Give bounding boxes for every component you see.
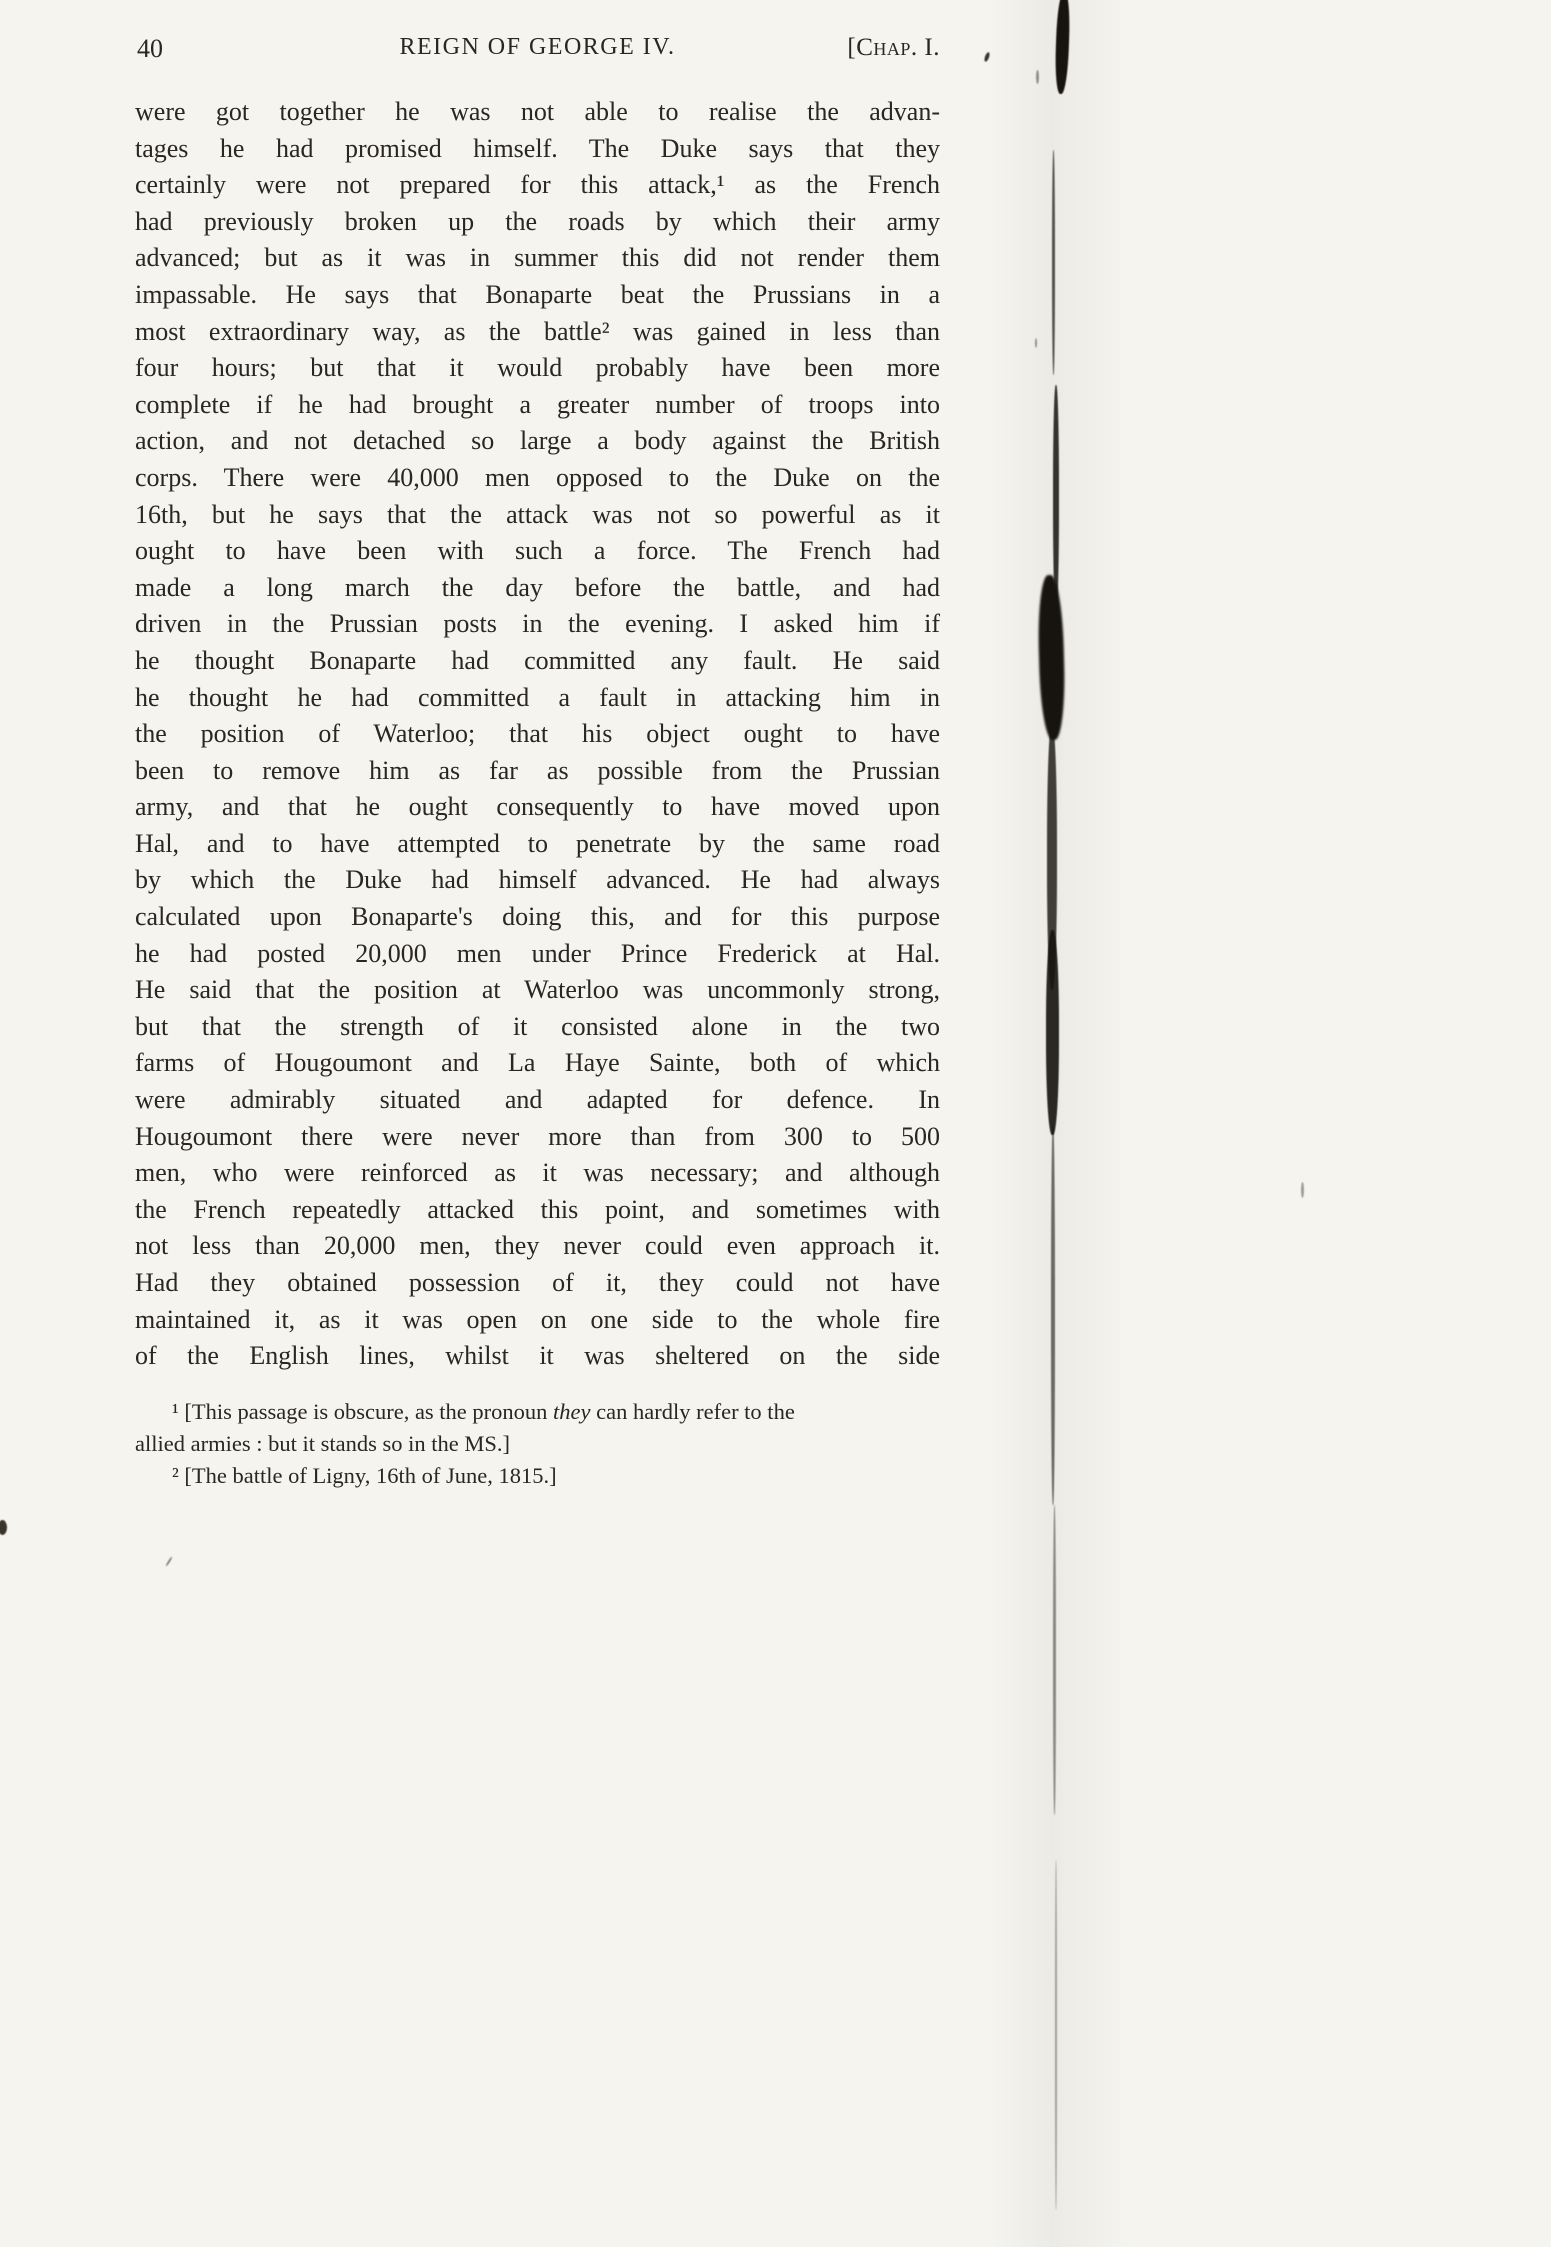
scan-artifact (1054, 0, 1071, 94)
body-line: corps. There were 40,000 men opposed to the Duke on the (135, 462, 940, 492)
body-line: advanced; but as it was in summer this did not render them (135, 243, 940, 273)
scan-artifact (1037, 575, 1066, 741)
scan-artifact (1051, 1125, 1055, 1505)
body-line: tages he had promised himself. The Duke says that they (135, 133, 940, 163)
body-line: been to remove him as far as possible from the Prussian (135, 755, 940, 785)
footnote-1 (135, 1396, 940, 1428)
scan-artifact (1046, 930, 1059, 1135)
body-line: he thought Bonaparte had committed any fault. He said (135, 645, 940, 675)
body-line: were admirably situated and adapted for defence. In (135, 1085, 940, 1115)
body-line: Had they obtained possession of it, they could not have (135, 1268, 940, 1297)
body-line: but that the strength of it consisted alone in the two (135, 1011, 940, 1041)
body-line: complete if he had brought a greater number of troops into (135, 389, 940, 419)
body-line: the French repeatedly attacked this point, and sometimes with (135, 1194, 940, 1224)
footnote-2: ² [The battle of Ligny, 16th of June, 1815.] (172, 1463, 557, 1488)
ink-speck (1035, 338, 1037, 348)
chapter-marker: [Chap. I. (847, 34, 940, 61)
binding-shadow (990, 0, 1130, 2247)
scan-artifact (1053, 1505, 1056, 1815)
body-line: maintained it, as it was open on one side to the whole fire (135, 1304, 940, 1334)
body-line: action, and not detached so large a body against the British (135, 426, 940, 456)
body-line: ought to have been with such a force. The French had (135, 536, 940, 566)
body-line: impassable. He says that Bonaparte beat the Prussians in a (135, 279, 940, 309)
page-number: 40 (137, 34, 163, 63)
body-line: Hal, and to have attempted to penetrate by the same road (135, 828, 940, 858)
body-line: he had posted 20,000 men under Prince Frederick at Hal. (135, 938, 940, 968)
body-line: men, who were reinforced as it was necessary; and although (135, 1158, 940, 1188)
body-line: not less than 20,000 men, they never could even approach it. (135, 1231, 940, 1261)
scan-artifact (1055, 1860, 1057, 2210)
body-text (135, 94, 940, 1375)
body-line: certainly were not prepared for this attack,¹ as the French (135, 170, 940, 200)
body-line: four hours; but that it would probably have been more (135, 353, 940, 383)
body-line: Hougoumont there were never more than from 300 to 500 (135, 1121, 940, 1151)
scan-artifact (1053, 385, 1059, 610)
footnote-1-italic-word: they (553, 1399, 591, 1424)
body-line: had previously broken up the roads by which their army (135, 206, 940, 236)
body-line: farms of Hougoumont and La Haye Sainte, both of which (135, 1048, 940, 1078)
running-title: REIGN OF GEORGE IV. (399, 34, 676, 60)
body-line: He said that the position at Waterloo was uncommonly strong, (135, 975, 940, 1005)
footnote-1-text: ¹ [This passage is obscure, as the pronoun (172, 1399, 554, 1424)
body-line: were got together he was not able to realise the advan- (135, 97, 940, 126)
footnote-1-text-cont: can hardly refer to the (590, 1399, 795, 1424)
footnotes (135, 1396, 940, 1492)
body-line: army, and that he ought consequently to have moved upon (135, 792, 940, 822)
body-line: the position of Waterloo; that his object ought to have (135, 719, 940, 749)
body-line: driven in the Prussian posts in the evening. I asked him if (135, 609, 940, 639)
page-header (135, 34, 940, 68)
scan-artifact (1052, 150, 1055, 375)
ink-speck (0, 1520, 7, 1535)
body-line: calculated upon Bonaparte's doing this, and for this purpose (135, 902, 940, 932)
body-line: he thought he had committed a fault in attacking him in (135, 682, 940, 712)
body-line: 16th, but he says that the attack was not so powerful as it (135, 499, 940, 529)
body-line: of the English lines, whilst it was sheltered on the side (135, 1341, 940, 1371)
ink-speck (165, 1556, 173, 1566)
ink-speck (1036, 70, 1039, 84)
ink-speck (1301, 1182, 1304, 1198)
body-line: most extraordinary way, as the battle² was gained in less than (135, 316, 940, 346)
body-line: made a long march the day before the battle, and had (135, 572, 940, 602)
body-line: by which the Duke had himself advanced. He had always (135, 865, 940, 895)
ink-speck (983, 52, 990, 63)
footnote-1-line2: allied armies : but it stands so in the MS.] (135, 1431, 510, 1456)
